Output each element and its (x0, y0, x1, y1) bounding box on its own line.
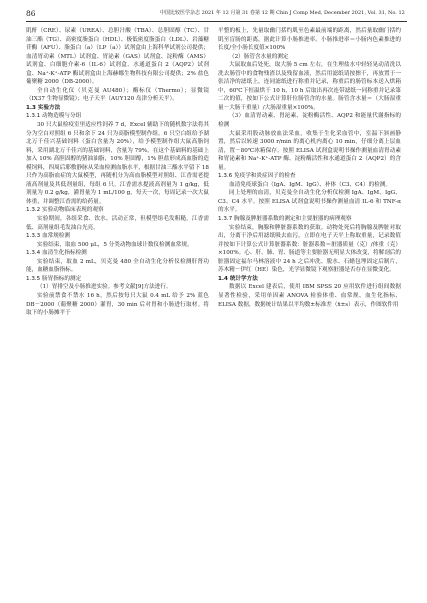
gastric-method-paragraph: 实验前禁食不禁水 16 h，然后按每只大鼠 0.4 mL 给予 2% 蓝色 DB－2000（葡聚糖 2000）灌胃，30 min 后对胃和小肠进行取材。将取下的小肠摊平于 (26, 292, 209, 317)
water-content-item: （2）肠管含水量的测定 (229, 53, 289, 60)
header-rule (26, 21, 407, 22)
cytokine-paragraph: 同上处理的血清，贝克曼全自动生化分析仪检测 IgA、IgM、IgG、C3、C4 水平。按照 ELISA 试剂盒说明书操作测量血清 IL-6 和 TNF-α 的水平。 (218, 190, 401, 214)
modeling-paragraph: 30 只大鼠检疫室里适应性饲养 7 d，Excel 辅助下的随机数字法将其分为空白对照组 6 只和余下 24 只为高脂模型制作组。6 只空白组给予湖北万千佳兴基础饲料（蛋白含量为 20%），给予模型制作组大鼠高脂饲料，采用湖北万千佳兴的基础饲料，含量为 79%，在这个基础料的基础上加入 10% 高胆固醇的猪油油脂，10% 胆固醇，1% 胆盐形成高血脂的造模饲料，四周后耶敷静脉从采血检测血脂水平，根据甘油三酯水平留下 18 只作为高脂血症的大鼠模型，再随机分为高血脂模型对照组、江香需老提液高剂量及其低剂量组，每组 6 只。江香需水提液高剂量为 1 g/kg，低剂量为 0.2 g/kg，灌胃量为 1 mL/100 g，每天一次，每周记录一次大鼠体重，并调整江香需的给药量。 (26, 122, 209, 205)
statistics-paragraph: 数据以 Excel 建表后，使用 IBM SPSS 20 应用软件进行组间数据显著性检验，采用单因素 ANOVA 检验体重、血常规、血生化指标、ELISA 数据，数据统计结果以平均数±标准差（x̄±s）表示，作图软件用 (218, 284, 401, 308)
serum-markers-item: （3）血清胃动素、胃泌素、淀粉酶活性、AQP2 和能量代谢指标的检测 (218, 113, 401, 129)
clinical-observation-paragraph: 实验期间，各组采食、饮水、活动正常，但模型组毛发粗糙，江香需低、高剂量组毛发油白光亮。 (26, 216, 209, 231)
section-heading-1-3-2: 1.3.2 实验动物临床表现的观察 (26, 207, 104, 214)
left-column (26, 27, 209, 318)
biochemistry-paragraph: 实验结束，取血 2 mL，贝克曼 480 全自动生化分析仪检测肝肾功能，血糖血脂指标。 (26, 258, 209, 274)
right-column (218, 27, 401, 309)
gastric-emptying-item: （1）胃排空及小肠推进实验。参考文献[9]方法进行。 (37, 284, 172, 291)
immunoglobulin-paragraph: 血清免疫球蛋白（IgA、IgM、IgG）、补体（C3、C4）的检测。 (229, 181, 391, 188)
page-number: 86 (26, 9, 36, 18)
section-heading-1-4: 1.4 统计学方法 (218, 275, 258, 282)
blood-routine-paragraph: 实验结束，取血 500 μL，5 分类动物血球计数仪检测血常规。 (37, 241, 193, 248)
propulsion-rate-paragraph: 平整的板上，先量取幽门括约肌至色素最前端的距离，然后量取幽门括约肌至盲肠的距离，据此计算小肠推进率。小肠推进率＝小肠内色素推进的长度/全小肠长度值×100% (218, 28, 401, 52)
reagents-paragraph: 肌酐（CRE）、尿素（UREA）、总胆汁酸（TBA）、总胆固醇（TC）、甘油三酯（TG）、高密度脂蛋白（HDL）、极低密度脂蛋白（LDL）、岩藻糖苷酶（AFU）、脂蛋白（a）（LP（a））试剂盒由上海科华试剂公司提供；血清胃动素（MTL）试剂盒、胃泌素（GAS）试剂盒、淀粉酶（AMS）试剂盒、白细胞介素-6（IL-6）试剂盒、水通道蛋白 2（AQP2）试剂盒、Na⁺-K⁺-ATP 酶试剂盒由上海赫娜生物科技有限公司提供；2% 盐色葡聚糖 2000（DB-2000）。 (26, 28, 209, 86)
section-heading-1-3: 1.3 实验方法 (26, 104, 61, 111)
organ-index-paragraph: 实验结束，胸腺和脾脏器系数的获取。动物处死后将胸腺及脾脏对取出，分离干净后用滤纸吸去血污，立即在电子天平上称取重量，记录数值并按如下计算公式计算脏器系数：脏器系数＝脏器质量（克）/体重（克）×100%。心、肝、肺、胃、肠道等主要脏器无明显大体改变，将解剖后的脏器固定福尔马林溶液中 24 h 之后冲洗、脱水、石蜡包埋固定后制片，苏木精－伊红（HE）染色，光学显微镜下观察脏器是否存在显微变化。 (218, 224, 401, 274)
water-content-paragraph: 大鼠取血后处死，取大肠 5 cm 左右，在生理盐水中轻轻晃动清洗以洗去肠管中的食物残渣以及残留血液，然后用滤纸请按擦干，再放置于一张洁净的滤纸上，连同滤纸进行称重并记录，称重后的肠管标本送入烘箱中，60℃下恒温烘干 10 h，10 h 后取出再次连带滤纸一同称重并记录第二次的值，按如下公式计算肝位肠管含的水量。肠管含水量＝（大肠湿重量－大肠干重量）/大肠湿重量×100%。 (218, 62, 401, 111)
section-heading-1-3-4: 1.3.4 血清生化指标检测 (26, 250, 87, 257)
running-header: 中国比较医学杂志 2021 年 12 月第 31 卷第 12 期 Chin J Comp Med, December 2021, Vol. 31, No. 12 (160, 10, 405, 16)
section-heading-1-3-7: 1.3.7 胸腺及脾脏器系数的测定和主要脏器的病理观察 (218, 216, 352, 223)
section-heading-1-3-6: 1.3.6 免疫学和炎症因子的检查 (218, 173, 296, 180)
section-heading-1-3-1: 1.3.1 动物造模与分组 (26, 113, 82, 120)
serum-markers-paragraph: 大鼠采用股动脉放血法采血，收集于生化采血管中，室温下斜画静置，然后以转速 3000 r/min 的离心机内离心 10 min，仔细分离上层血清，置－80℃冰箱保存。按照 ELISA 试剂盒说明书操作测量血清胃动素和胃泌素和 Na⁺-K⁺-ATP 酶、淀粉酶活性和水通道蛋白 2（AQP2）的含量。 (218, 130, 401, 171)
section-heading-1-3-5: 1.3.5 肠胃指标的测定 (26, 275, 82, 282)
section-heading-1-3-3: 1.3.3 血常规检测 (26, 233, 70, 240)
instruments-paragraph: 全自动生化仪（贝克曼 AU480）；酶标仪（Thermo）；显微镜（IX37 生物显微镜）；电子天平（AUY120 岛津分析天平）。 (26, 87, 209, 103)
